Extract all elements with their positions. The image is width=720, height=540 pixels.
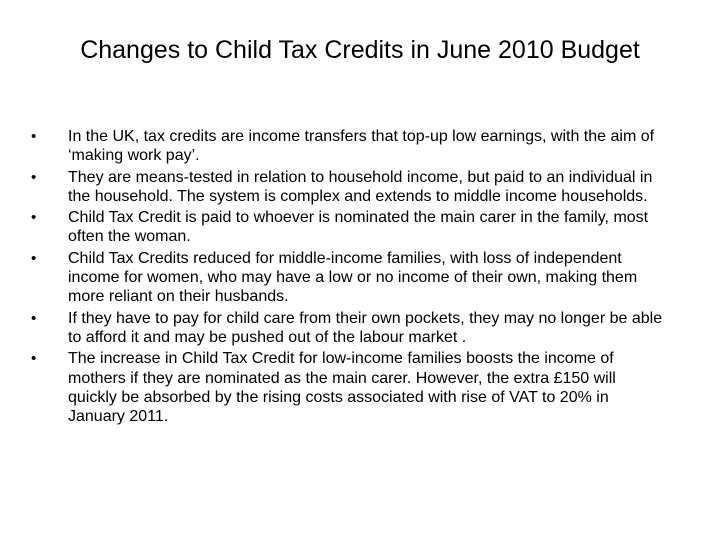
- bullet-item: [28, 127, 668, 166]
- bullet-text: The increase in Child Tax Credit for low-income families boosts the income of mothers if they are nominated as the main carer. However, the extra £150 will quickly be absorbed by the rising costs associated with rise of VAT to 20% in January 2011.: [68, 350, 616, 426]
- bullet-list: [28, 127, 668, 428]
- bullet-item: [28, 168, 668, 207]
- bullet-item: [28, 208, 668, 247]
- bullet-dot-icon: •: [31, 209, 37, 227]
- bullet-dot-icon: •: [31, 128, 37, 145]
- bullet-text: If they have to pay for child care from their own pockets, they may no longer be able to afford it and may be pushed out of the labour market .: [68, 309, 663, 346]
- bullet-item: [28, 309, 668, 348]
- bullet-text: In the UK, tax credits are income transfers that top-up low earnings, with the aim of ‘making work pay’.: [68, 128, 655, 165]
- bullet-item: [28, 249, 668, 307]
- bullet-dot-icon: •: [31, 350, 37, 368]
- slide-title: Changes to Child Tax Credits in June 2010 Budget: [80, 36, 640, 64]
- bullet-text: They are means-tested in relation to household income, but paid to an individual in the household. The system is complex and extends to middle income households.: [68, 168, 653, 205]
- bullet-text: Child Tax Credits reduced for middle-income families, with loss of independent income for women, who may have a low or no income of their own, making them more reliant on their husbands.: [68, 249, 638, 306]
- bullet-dot-icon: •: [31, 168, 37, 186]
- bullet-item: [28, 349, 668, 426]
- bullet-dot-icon: •: [31, 249, 37, 267]
- bullet-text: Child Tax Credit is paid to whoever is nominated the main carer in the family, most often the woman.: [68, 209, 649, 246]
- bullet-dot-icon: •: [31, 309, 37, 327]
